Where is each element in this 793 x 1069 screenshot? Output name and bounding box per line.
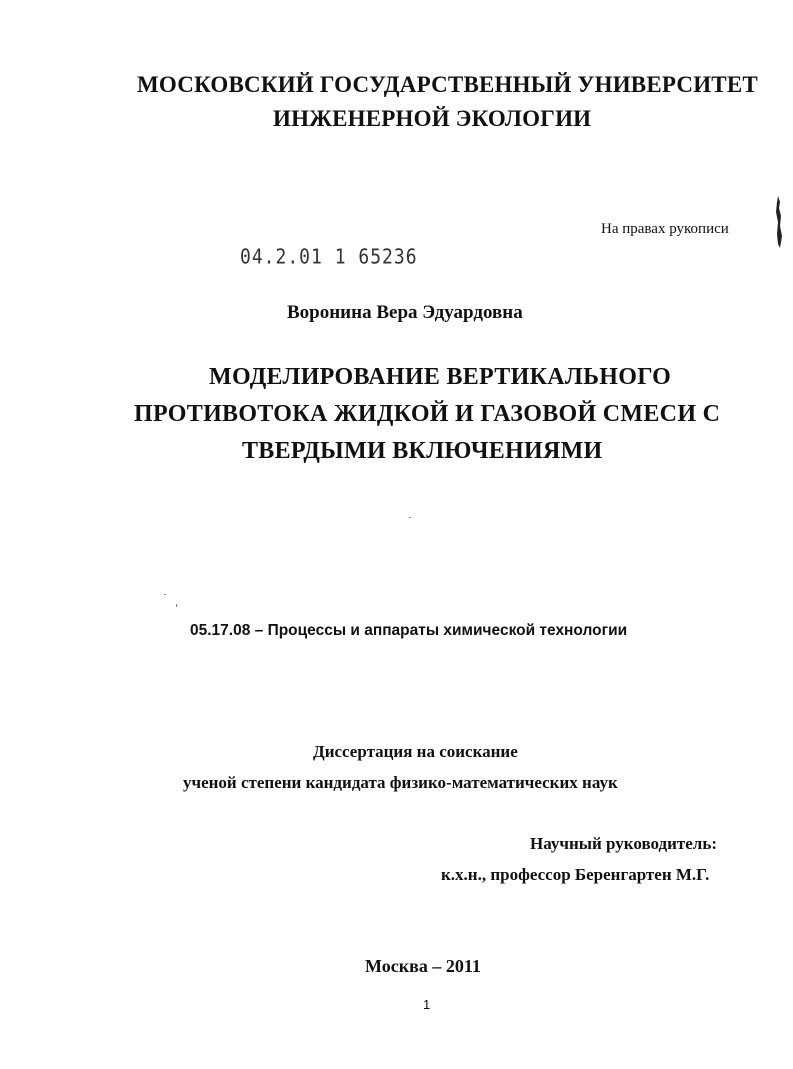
scan-speck — [164, 594, 166, 595]
dissertation-title-line2: ПРОТИВОТОКА ЖИДКОЙ И ГАЗОВОЙ СМЕСИ С — [134, 401, 721, 427]
university-name-line1: МОСКОВСКИЙ ГОСУДАРСТВЕННЫЙ УНИВЕРСИТЕТ — [137, 72, 758, 97]
dissertation-degree-line2: ученой степени кандидата физико-математических наук — [183, 773, 618, 792]
city-year: Москва – 2011 — [365, 956, 481, 976]
registration-stamp: 04.2.01 1 65236 — [240, 245, 418, 270]
supervisor-label: Научный руководитель: — [530, 834, 717, 853]
dissertation-title-line3: ТВЕРДЫМИ ВКЛЮЧЕНИЯМИ — [242, 438, 603, 464]
dissertation-title-line1: МОДЕЛИРОВАНИЕ ВЕРТИКАЛЬНОГО — [209, 364, 672, 390]
university-name-line2: ИНЖЕНЕРНОЙ ЭКОЛОГИИ — [273, 106, 592, 131]
scan-speck — [409, 517, 411, 518]
specialty-code: 05.17.08 – Процессы и аппараты химической технологии — [190, 622, 628, 639]
supervisor-name: к.х.н., профессор Беренгартен М.Г. — [441, 865, 710, 884]
manuscript-rights-note: На правах рукописи — [601, 221, 729, 237]
dissertation-degree-line1: Диссертация на соискание — [313, 742, 518, 761]
binding-mark-icon — [776, 196, 782, 248]
scan-speck — [176, 604, 177, 607]
page-number: 1 — [423, 997, 431, 1012]
author-name: Воронина Вера Эдуардовна — [287, 302, 523, 323]
